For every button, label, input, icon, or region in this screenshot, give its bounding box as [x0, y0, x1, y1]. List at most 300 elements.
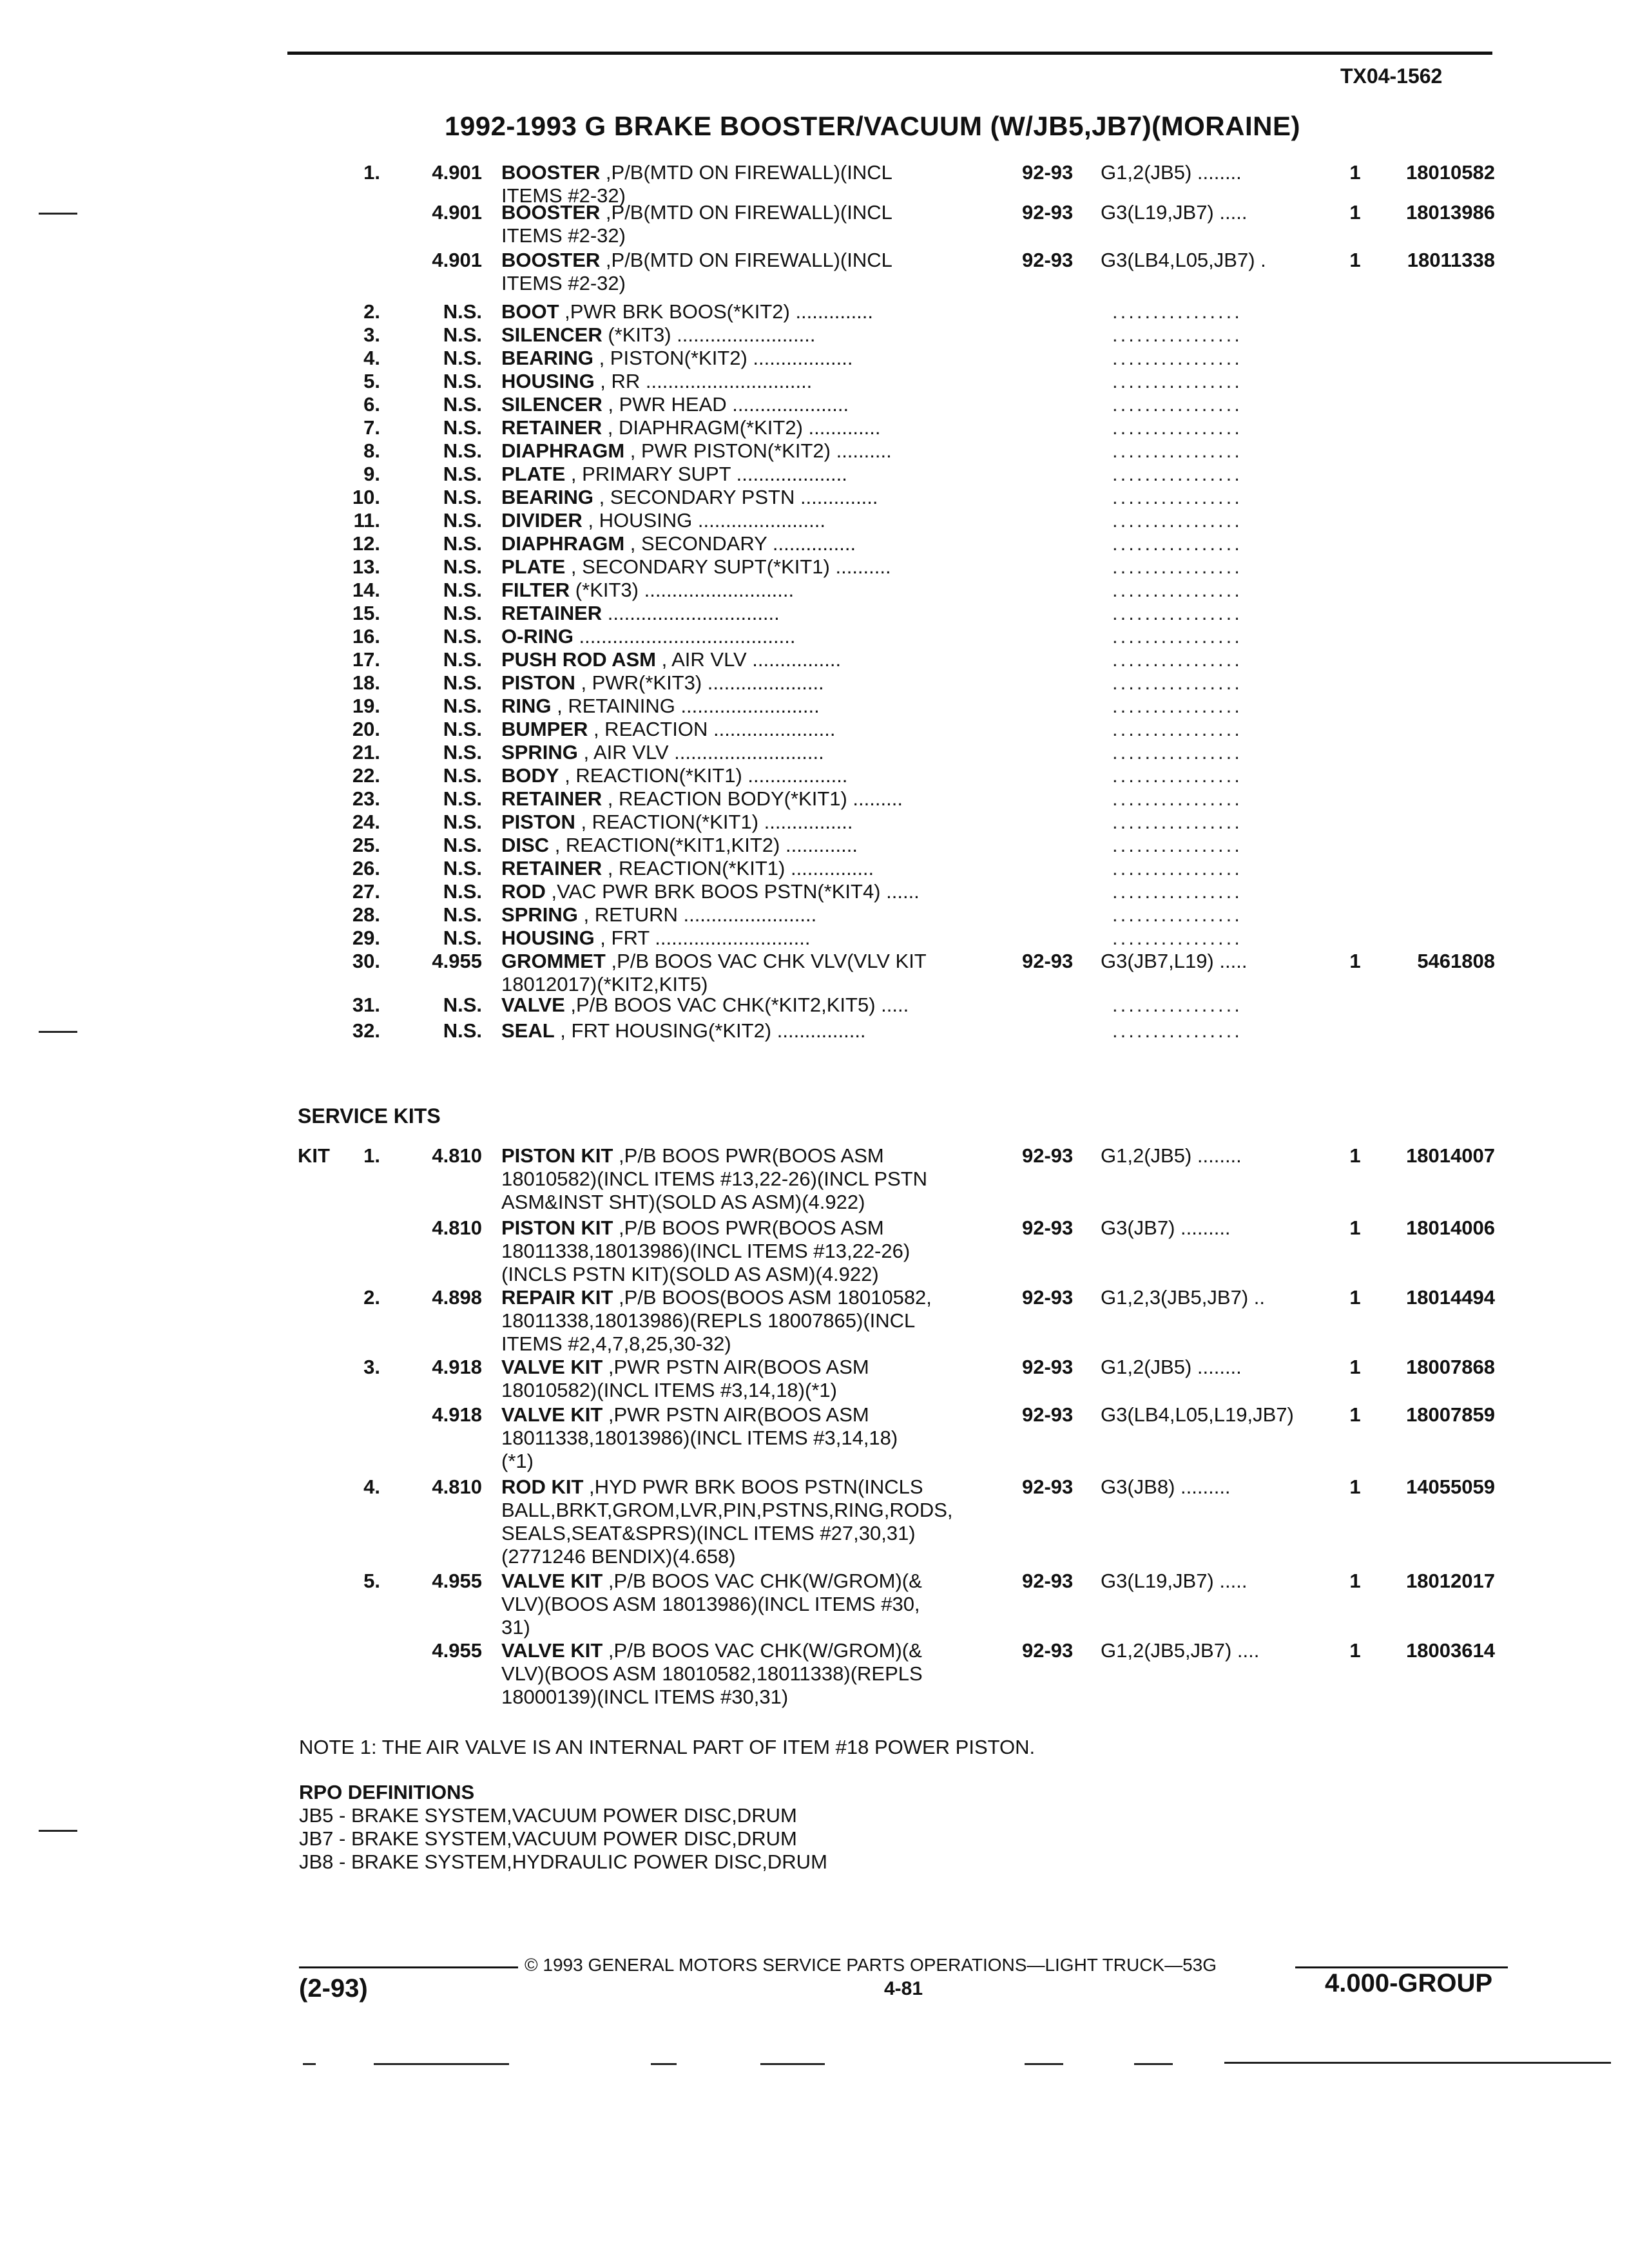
part-detail: (*KIT3) .........................: [602, 323, 816, 346]
figure-number: N.S.: [443, 834, 482, 856]
leader-dots: ................: [1112, 834, 1242, 856]
part-description: [501, 509, 1017, 532]
part-number: 18012017: [1406, 1570, 1495, 1592]
part-name: ROD: [501, 880, 546, 903]
kit-detail-continued: (2771246 BENDIX)(4.658): [501, 1545, 736, 1568]
figure-number: N.S.: [443, 602, 482, 624]
part-detail: , FRT HOUSING(*KIT2) ................: [554, 1019, 866, 1042]
item-ref: 12.: [352, 532, 380, 555]
copyright-line: © 1993 GENERAL MOTORS SERVICE PARTS OPERATIONS—LIGHT TRUCK—53G: [525, 1955, 1217, 1975]
figure-number: N.S.: [443, 994, 482, 1016]
rpo-line: JB7 - BRAKE SYSTEM,VACUUM POWER DISC,DRUM: [299, 1827, 797, 1850]
scan-mark: [1025, 2063, 1063, 2065]
part-number: 18007868: [1406, 1356, 1495, 1378]
item-ref: 15.: [352, 602, 380, 624]
application: G3(JB7,L19) .....: [1101, 950, 1248, 972]
part-description: [501, 811, 1017, 834]
part-description: [501, 579, 1017, 602]
figure-number: N.S.: [443, 671, 482, 694]
quantity: 1: [1349, 1475, 1361, 1498]
item-ref: 28.: [352, 903, 380, 926]
scan-mark: [39, 213, 77, 215]
application-line: G3(JB8) .........: [1101, 1475, 1231, 1498]
kit-number: 2.: [363, 1286, 380, 1309]
kit-detail: ,HYD PWR BRK BOOS PSTN(INCLS: [583, 1475, 923, 1498]
part-name: DIAPHRAGM: [501, 532, 625, 555]
part-number: 5461808: [1417, 950, 1495, 972]
leader-dots: ................: [1112, 695, 1242, 717]
scan-mark: [374, 2063, 509, 2065]
quantity: 1: [1349, 1144, 1361, 1167]
figure-number: 4.901: [432, 161, 482, 184]
figure-number: N.S.: [443, 811, 482, 833]
item-ref: 23.: [352, 787, 380, 810]
kit-detail-continued: ITEMS #2,4,7,8,25,30-32): [501, 1332, 731, 1355]
leader-dots: ................: [1112, 555, 1242, 578]
part-detail-continued: 18012017)(*KIT2,KIT5): [501, 973, 708, 995]
kit-detail-continued: 18011338,18013986)(INCL ITEMS #13,22-26): [501, 1240, 911, 1262]
figure-number: N.S.: [443, 509, 482, 532]
item-ref: 24.: [352, 811, 380, 833]
part-description: [501, 602, 1017, 625]
application: [1101, 1475, 1231, 1499]
part-number: 18007859: [1406, 1403, 1495, 1426]
figure-number: N.S.: [443, 555, 482, 578]
part-name: BUMPER: [501, 718, 588, 740]
kit-detail: ,PWR PSTN AIR(BOOS ASM: [602, 1356, 869, 1378]
part-description: [501, 555, 1017, 579]
application: [1101, 1216, 1231, 1240]
quantity: 1: [1349, 1403, 1361, 1426]
part-description: [501, 695, 1017, 718]
part-description: [501, 857, 1017, 880]
part-description: [501, 903, 1017, 927]
item-ref: 27.: [352, 880, 380, 903]
part-name: BOOT: [501, 300, 559, 323]
kit-name: VALVE KIT: [501, 1403, 603, 1426]
part-detail: , RETURN ........................: [577, 903, 817, 926]
part-name: SILENCER: [501, 323, 602, 346]
kit-number: 5.: [363, 1570, 380, 1592]
kit-detail-continued: 18011338,18013986)(INCL ITEMS #3,14,18): [501, 1427, 898, 1449]
part-detail: , REACTION(*KIT1) ...............: [602, 857, 874, 879]
item-ref: 19.: [352, 695, 380, 717]
model-year: 92-93: [1022, 1286, 1074, 1309]
application-line: JB7): [1253, 1403, 1294, 1426]
part-name: RETAINER: [501, 857, 602, 879]
kit-description: [501, 1475, 1017, 1568]
application-line: G3(JB7) .........: [1101, 1216, 1231, 1239]
kit-number: 3.: [363, 1356, 380, 1378]
leader-dots: ................: [1112, 880, 1242, 903]
part-name: BODY: [501, 764, 559, 787]
part-name: GROMMET: [501, 950, 606, 972]
part-name: DIAPHRAGM: [501, 439, 625, 462]
quantity: 1: [1349, 1639, 1361, 1662]
leader-dots: ................: [1112, 764, 1242, 787]
part-detail: ,P/B(MTD ON FIREWALL)(INCL: [600, 201, 892, 224]
figure-number: N.S.: [443, 625, 482, 648]
quantity: 1: [1349, 1286, 1361, 1309]
part-name: DIVIDER: [501, 509, 583, 532]
model-year: 92-93: [1022, 249, 1074, 271]
figure-number: 4.901: [432, 249, 482, 271]
scan-mark: [1224, 2062, 1611, 2064]
figure-number: N.S.: [443, 903, 482, 926]
part-name: BOOSTER: [501, 161, 601, 184]
scan-mark: [39, 1830, 77, 1832]
part-name: RETAINER: [501, 602, 602, 624]
figure-number: N.S.: [443, 370, 482, 392]
item-ref: 29.: [352, 927, 380, 949]
quantity: 1: [1349, 1356, 1361, 1378]
document-id: TX04-1562: [1340, 64, 1443, 88]
figure-number: 4.810: [432, 1475, 482, 1498]
part-name: FILTER: [501, 579, 570, 601]
application: G3(LB4,L05,JB7) .: [1101, 249, 1266, 271]
footer-rule-left: [299, 1966, 518, 1968]
part-detail-continued: ITEMS #2-32): [501, 184, 626, 207]
item-ref: 25.: [352, 834, 380, 856]
part-detail: , AIR VLV ................: [655, 648, 842, 671]
application-line: G1,2,3(JB5,JB7) ..: [1101, 1286, 1265, 1309]
part-name: SEAL: [501, 1019, 555, 1042]
application: [1101, 1639, 1259, 1662]
part-detail: , DIAPHRAGM(*KIT2) .............: [602, 416, 881, 439]
scan-mark: [303, 2063, 316, 2065]
quantity: 1: [1349, 1570, 1361, 1592]
part-detail: ,P/B BOOS VAC CHK VLV(VLV KIT: [605, 950, 927, 972]
leader-dots: ................: [1112, 648, 1242, 671]
part-description: [501, 625, 1017, 648]
part-description: [501, 764, 1017, 787]
part-description: [501, 834, 1017, 857]
item-ref: 2.: [363, 300, 380, 323]
part-detail: , PWR(*KIT3) .....................: [575, 671, 824, 694]
part-name: VALVE: [501, 994, 565, 1016]
part-name: SPRING: [501, 741, 578, 764]
application-line: G3(L19,JB7) .....: [1101, 1570, 1248, 1592]
kit-detail-continued: BALL,BRKT,GROM,LVR,PIN,PSTNS,RING,RODS,: [501, 1499, 953, 1521]
part-name: PISTON: [501, 811, 575, 833]
note-text: NOTE 1: THE AIR VALVE IS AN INTERNAL PART OF ITEM #18 POWER PISTON.: [299, 1736, 1036, 1758]
application-line: G3(LB4,L05,L19,: [1101, 1403, 1253, 1426]
figure-number: 4.810: [432, 1216, 482, 1239]
item-ref: 32.: [352, 1019, 380, 1042]
part-detail: , AIR VLV ...........................: [577, 741, 824, 764]
figure-number: N.S.: [443, 718, 482, 740]
leader-dots: ................: [1112, 811, 1242, 833]
part-detail: , RETAINING .........................: [551, 695, 820, 717]
item-ref: 26.: [352, 857, 380, 879]
quantity: 1: [1349, 201, 1361, 224]
model-year: 92-93: [1022, 1570, 1074, 1592]
item-ref: 8.: [363, 439, 380, 462]
kit-detail-continued: 18000139)(INCL ITEMS #30,31): [501, 1686, 789, 1708]
part-detail: ,P/B(MTD ON FIREWALL)(INCL: [600, 161, 892, 184]
item-ref: 30.: [352, 950, 380, 972]
leader-dots: ................: [1112, 718, 1242, 740]
leader-dots: ................: [1112, 393, 1242, 416]
part-name: HOUSING: [501, 927, 595, 949]
top-rule: [287, 52, 1492, 55]
figure-number: N.S.: [443, 347, 482, 369]
part-description: [501, 486, 1017, 509]
figure-number: N.S.: [443, 486, 482, 508]
part-detail: , PWR HEAD .....................: [602, 393, 849, 416]
part-description: [501, 532, 1017, 555]
leader-dots: ................: [1112, 439, 1242, 462]
leader-dots: ................: [1112, 625, 1242, 648]
figure-number: 4.898: [432, 1286, 482, 1309]
part-description: [501, 370, 1017, 393]
part-description: [501, 648, 1017, 671]
item-ref: 9.: [363, 463, 380, 485]
figure-number: N.S.: [443, 532, 482, 555]
kit-name: ROD KIT: [501, 1475, 584, 1498]
model-year: 92-93: [1022, 950, 1074, 972]
model-year: 92-93: [1022, 161, 1074, 184]
application-line: G1,2(JB5) ........: [1101, 1144, 1242, 1167]
leader-dots: ................: [1112, 903, 1242, 926]
footer-rule-right: [1295, 1966, 1508, 1968]
part-number: 18003614: [1406, 1639, 1495, 1662]
part-name: RETAINER: [501, 787, 602, 810]
part-description: [501, 300, 1017, 323]
part-detail: , SECONDARY ...............: [624, 532, 856, 555]
figure-number: 4.810: [432, 1144, 482, 1167]
part-detail: , PISTON(*KIT2) ..................: [593, 347, 853, 369]
part-detail: ,P/B BOOS VAC CHK(*KIT2,KIT5) .....: [564, 994, 909, 1016]
part-name: BEARING: [501, 486, 593, 508]
item-ref: 3.: [363, 323, 380, 346]
application: [1101, 1286, 1265, 1309]
leader-dots: ................: [1112, 787, 1242, 810]
part-detail: , REACTION(*KIT1,KIT2) .............: [549, 834, 858, 856]
figure-number: N.S.: [443, 463, 482, 485]
figure-number: N.S.: [443, 1019, 482, 1042]
part-number: 18014006: [1406, 1216, 1495, 1239]
part-name: SPRING: [501, 903, 578, 926]
figure-number: 4.918: [432, 1356, 482, 1378]
part-number: 18013986: [1406, 201, 1495, 224]
part-name: PLATE: [501, 555, 566, 578]
figure-number: N.S.: [443, 787, 482, 810]
figure-number: N.S.: [443, 300, 482, 323]
item-ref: 18.: [352, 671, 380, 694]
item-ref: 22.: [352, 764, 380, 787]
part-description: [501, 463, 1017, 486]
figure-number: N.S.: [443, 579, 482, 601]
kit-description: [501, 1286, 1017, 1356]
part-detail-continued: ITEMS #2-32): [501, 272, 626, 294]
item-ref: 17.: [352, 648, 380, 671]
part-detail: .......................................: [573, 625, 796, 648]
figure-number: N.S.: [443, 880, 482, 903]
page-number: 4-81: [884, 1978, 923, 1999]
revision-date: (2-93): [299, 1974, 368, 2003]
model-year: 92-93: [1022, 1356, 1074, 1378]
kit-name: PISTON KIT: [501, 1144, 613, 1167]
application: [1101, 1403, 1294, 1427]
kit-number: 1.: [363, 1144, 380, 1167]
kit-description: [501, 1216, 1017, 1286]
application: [1101, 1356, 1242, 1379]
scan-mark: [39, 1031, 77, 1033]
part-description: [501, 201, 1017, 247]
model-year: 92-93: [1022, 201, 1074, 224]
leader-dots: ................: [1112, 1019, 1242, 1042]
model-year: 92-93: [1022, 1403, 1074, 1426]
part-name: O-RING: [501, 625, 574, 648]
part-name: PISTON: [501, 671, 575, 694]
item-ref: 14.: [352, 579, 380, 601]
part-name: DISC: [501, 834, 550, 856]
kit-name: REPAIR KIT: [501, 1286, 613, 1309]
quantity: 1: [1349, 1216, 1361, 1239]
kit-description: [501, 1144, 1017, 1214]
part-description: [501, 718, 1017, 741]
part-name: RETAINER: [501, 416, 602, 439]
item-ref: 16.: [352, 625, 380, 648]
application: G1,2(JB5) ........: [1101, 161, 1242, 184]
item-ref: 21.: [352, 741, 380, 764]
item-ref: 11.: [353, 509, 380, 532]
figure-number: N.S.: [443, 741, 482, 764]
kit-detail-continued: ASM&INST SHT)(SOLD AS ASM)(4.922): [501, 1191, 865, 1213]
leader-dots: ................: [1112, 579, 1242, 601]
quantity: 1: [1349, 161, 1361, 184]
kit-description: [501, 1403, 1017, 1473]
kit-detail: ,PWR PSTN AIR(BOOS ASM: [602, 1403, 869, 1426]
item-ref: 5.: [363, 370, 380, 392]
part-detail: , FRT ............................: [594, 927, 811, 949]
part-detail: , REACTION(*KIT1) ..................: [559, 764, 848, 787]
kit-description: [501, 1356, 1017, 1402]
kit-detail-continued: 18011338,18013986)(REPLS 18007865)(INCL: [501, 1309, 916, 1332]
part-description: [501, 323, 1017, 347]
leader-dots: ................: [1112, 347, 1242, 369]
part-detail: (*KIT3) ...........................: [570, 579, 795, 601]
figure-number: N.S.: [443, 927, 482, 949]
part-name: BOOSTER: [501, 249, 601, 271]
part-detail: , REACTION ......................: [588, 718, 836, 740]
item-ref: 1.: [363, 161, 380, 184]
application: [1101, 1570, 1247, 1593]
rpo-line: JB8 - BRAKE SYSTEM,HYDRAULIC POWER DISC,DRUM: [299, 1850, 827, 1873]
part-detail: , REACTION BODY(*KIT1) .........: [602, 787, 903, 810]
leader-dots: ................: [1112, 994, 1242, 1016]
leader-dots: ................: [1112, 486, 1242, 508]
leader-dots: ................: [1112, 463, 1242, 485]
figure-number: N.S.: [443, 393, 482, 416]
kit-name: VALVE KIT: [501, 1639, 603, 1662]
kit-detail: ,P/B BOOS PWR(BOOS ASM: [613, 1144, 884, 1167]
part-number: 18011338: [1407, 249, 1495, 271]
part-detail: ,VAC PWR BRK BOOS PSTN(*KIT4) ......: [545, 880, 920, 903]
figure-number: 4.955: [432, 1639, 482, 1662]
part-name: BEARING: [501, 347, 593, 369]
part-description: [501, 439, 1017, 463]
group-label: 4.000-GROUP: [1325, 1969, 1493, 1997]
page-title: 1992-1993 G BRAKE BOOSTER/VACUUM (W/JB5,JB7)(MORAINE): [445, 111, 1300, 141]
item-ref: 7.: [363, 416, 380, 439]
item-ref: 4.: [363, 347, 380, 369]
part-description: [501, 671, 1017, 695]
part-detail: ,PWR BRK BOOS(*KIT2) ..............: [559, 300, 874, 323]
part-name: BOOSTER: [501, 201, 601, 224]
part-detail: , SECONDARY PSTN ..............: [593, 486, 878, 508]
part-description: [501, 393, 1017, 416]
scan-mark: [1134, 2063, 1173, 2065]
kit-detail-continued: VLV)(BOOS ASM 18013986)(INCL ITEMS #30,: [501, 1593, 920, 1615]
kit-name: VALVE KIT: [501, 1356, 603, 1378]
quantity: 1: [1349, 249, 1361, 271]
figure-number: N.S.: [443, 857, 482, 879]
application: [1101, 1144, 1242, 1168]
leader-dots: ................: [1112, 602, 1242, 624]
part-number: 14055059: [1406, 1475, 1495, 1498]
application-line: G1,2(JB5,JB7) ....: [1101, 1639, 1260, 1662]
figure-number: 4.901: [432, 201, 482, 224]
part-name: PLATE: [501, 463, 566, 485]
scan-mark: [651, 2063, 677, 2065]
part-detail: , PRIMARY SUPT ....................: [565, 463, 847, 485]
leader-dots: ................: [1112, 300, 1242, 323]
part-detail: ...............................: [602, 602, 780, 624]
kit-name: PISTON KIT: [501, 1216, 613, 1239]
figure-number: 4.955: [432, 1570, 482, 1592]
model-year: 92-93: [1022, 1475, 1074, 1498]
leader-dots: ................: [1112, 671, 1242, 694]
item-ref: 10.: [352, 486, 380, 508]
part-name: SILENCER: [501, 393, 602, 416]
application: G3(L19,JB7) .....: [1101, 201, 1248, 224]
kit-name: VALVE KIT: [501, 1570, 603, 1592]
kit-detail: ,P/B BOOS VAC CHK(W/GROM)(&: [602, 1570, 922, 1592]
kit-detail-continued: VLV)(BOOS ASM 18010582,18011338)(REPLS: [501, 1662, 923, 1685]
figure-number: N.S.: [443, 648, 482, 671]
part-description: [501, 347, 1017, 370]
kit-detail-continued: 31): [501, 1616, 530, 1639]
part-description: [501, 741, 1017, 764]
part-detail: , RR ..............................: [594, 370, 813, 392]
figure-number: N.S.: [443, 323, 482, 346]
part-name: RING: [501, 695, 552, 717]
leader-dots: ................: [1112, 741, 1242, 764]
kit-detail-continued: SEALS,SEAT&SPRS)(INCL ITEMS #27,30,31): [501, 1522, 916, 1544]
part-number: 18014007: [1406, 1144, 1495, 1167]
leader-dots: ................: [1112, 370, 1242, 392]
item-ref: 31.: [352, 994, 380, 1016]
part-description: [501, 416, 1017, 439]
leader-dots: ................: [1112, 532, 1242, 555]
kit-detail-continued: 18010582)(INCL ITEMS #3,14,18)(*1): [501, 1379, 837, 1401]
part-detail: , REACTION(*KIT1) ................: [575, 811, 853, 833]
part-description: [501, 927, 1017, 950]
figure-number: N.S.: [443, 416, 482, 439]
quantity: 1: [1349, 950, 1361, 972]
figure-number: N.S.: [443, 764, 482, 787]
kit-detail: ,P/B BOOS PWR(BOOS ASM: [613, 1216, 884, 1239]
rpo-line: JB5 - BRAKE SYSTEM,VACUUM POWER DISC,DRUM: [299, 1804, 797, 1827]
kit-number: 4.: [363, 1475, 380, 1498]
part-description: [501, 1019, 1017, 1043]
item-ref: 6.: [363, 393, 380, 416]
figure-number: 4.955: [432, 950, 482, 972]
part-description: [501, 249, 1017, 295]
part-number: 18014494: [1406, 1286, 1495, 1309]
